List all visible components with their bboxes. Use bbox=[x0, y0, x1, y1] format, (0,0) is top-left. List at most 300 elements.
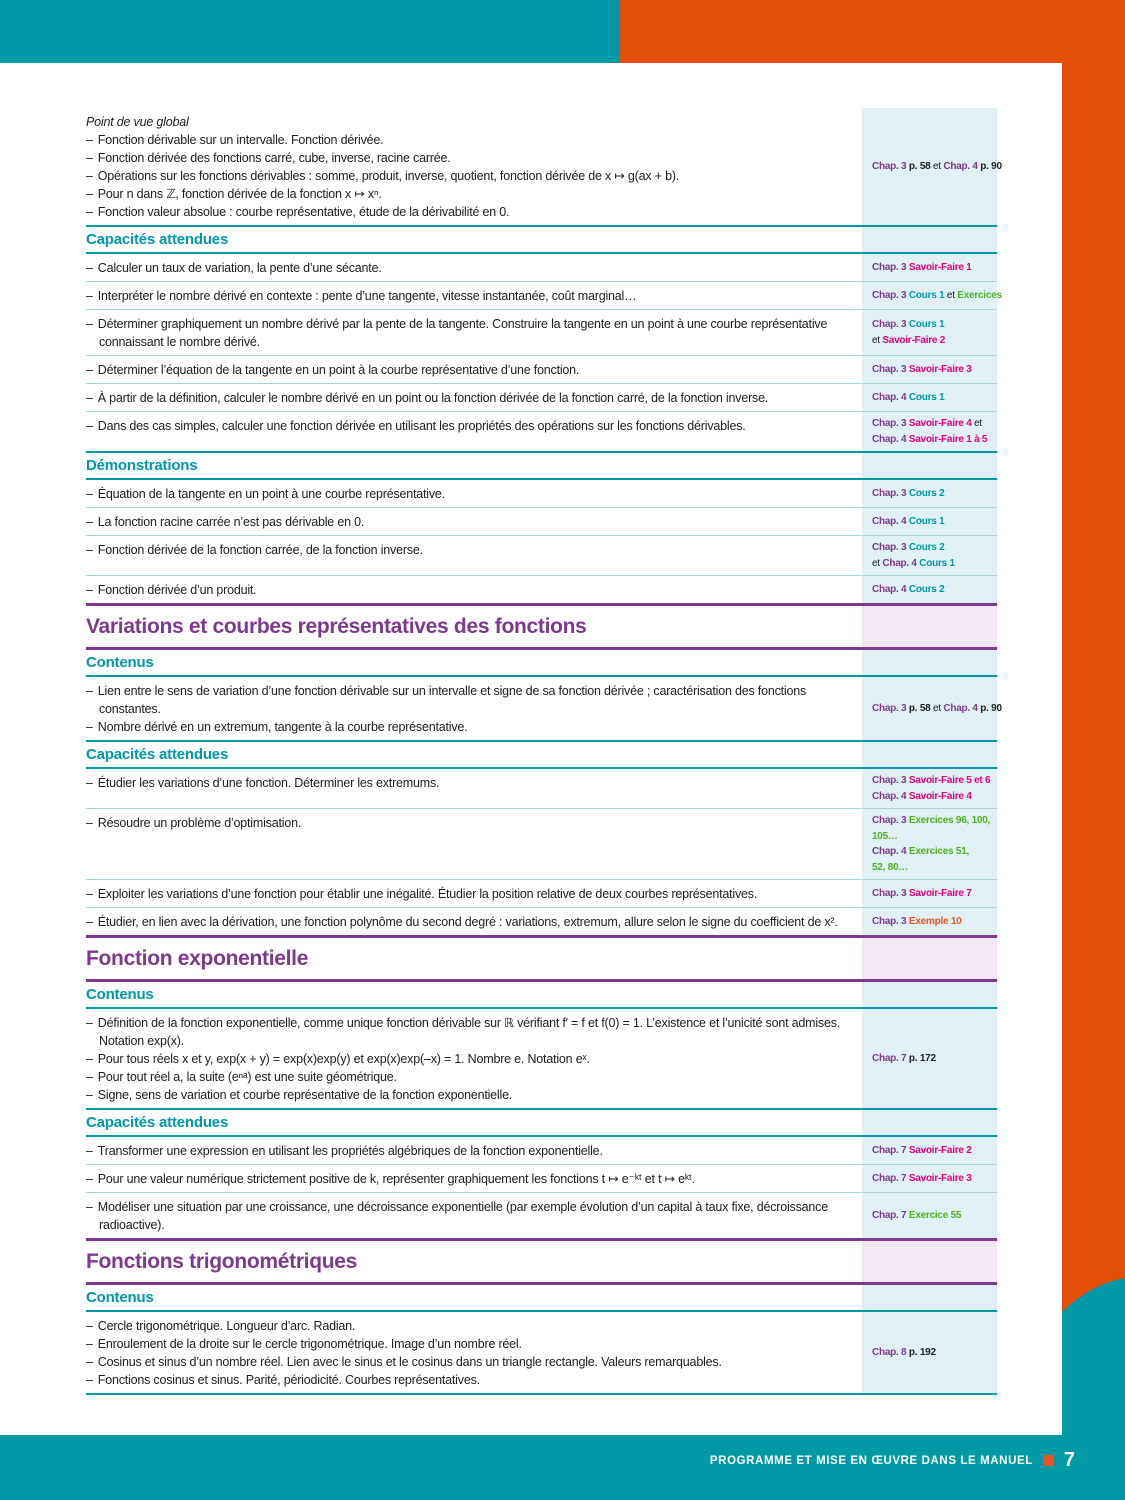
bullet-text: Modéliser une situation par une croissance, une décroissance exponentielle (par exemple évolution d’un capital à taux fixe, décroissance radioactive). bbox=[97, 1199, 828, 1232]
bullet-dash: – bbox=[86, 1336, 93, 1351]
subsection-label: Capacités attendues bbox=[86, 1114, 229, 1131]
chapter-ref bbox=[862, 576, 997, 603]
section-title: Fonction exponentielle bbox=[86, 947, 309, 970]
bullet-dash: – bbox=[86, 719, 93, 734]
bullet-dash: – bbox=[86, 542, 93, 557]
bullet-dash: – bbox=[86, 168, 93, 183]
ref-part-chap: Chap. 4 bbox=[872, 515, 909, 527]
bullet-item bbox=[86, 185, 848, 203]
ref-part-chap: Chap. 7 bbox=[872, 1209, 909, 1221]
chapter-ref bbox=[862, 412, 997, 451]
table-row bbox=[86, 879, 997, 907]
side-accent-strip bbox=[1062, 0, 1125, 1500]
bullet-text: Calculer un taux de variation, la pente d’une sécante. bbox=[97, 260, 382, 275]
rows-block bbox=[86, 1009, 997, 1108]
bullet-item bbox=[86, 682, 848, 718]
ref-part-ex: Exercices 51, bbox=[908, 846, 970, 857]
table-row bbox=[86, 575, 997, 603]
ref-part-page: p. 192 bbox=[908, 1346, 936, 1358]
table-row bbox=[86, 281, 1002, 309]
ref-part-chap: Chap. 3 bbox=[872, 702, 909, 714]
ref-part-plain: et bbox=[930, 160, 944, 172]
ref-part-plain: et bbox=[971, 418, 982, 429]
row-text bbox=[86, 809, 862, 879]
ref-line bbox=[872, 701, 1002, 717]
row-text bbox=[86, 282, 862, 309]
bullet-item bbox=[86, 718, 848, 736]
chapter-ref bbox=[862, 108, 1002, 225]
ref-part-cours: Cours 1 bbox=[908, 319, 945, 330]
ref-part-sf: Savoir-Faire 3 bbox=[908, 1172, 972, 1184]
bullet-text: Lien entre le sens de variation d’une fonction dérivable sur un intervalle et signe de sa fonction dérivée ; caractérisation des fonctions constantes. bbox=[97, 683, 807, 716]
ref-line bbox=[872, 288, 1002, 304]
ref-line bbox=[872, 829, 995, 845]
bullet-dash: – bbox=[86, 1372, 93, 1387]
chapter-ref bbox=[862, 1165, 997, 1192]
ref-part-page: p. 90 bbox=[980, 702, 1002, 714]
bullet-item bbox=[86, 581, 848, 599]
bullet-text: Interpréter le nombre dérivé en contexte : pente d’une tangente, vitesse instantanée, coût marginal… bbox=[97, 288, 637, 303]
rows-block bbox=[86, 108, 1002, 225]
ref-part-chap: Chap. 7 bbox=[872, 1052, 909, 1064]
section-header-band bbox=[86, 935, 997, 982]
ref-line bbox=[872, 860, 995, 876]
section-title: Fonctions trigonométriques bbox=[86, 1250, 358, 1273]
ref-part-cours: Cours 1 bbox=[908, 289, 945, 301]
chapter-ref bbox=[862, 677, 1002, 740]
bullet-text: Dans des cas simples, calculer une fonction dérivée en utilisant les propriétés des opérations sur les fonctions dérivables. bbox=[97, 418, 746, 433]
ref-part-chap: Chap. 3 bbox=[872, 289, 909, 301]
rows-block bbox=[86, 254, 1002, 451]
bullet-dash: – bbox=[86, 186, 93, 201]
section-ref-cell bbox=[862, 606, 997, 647]
subsection-ref-cell bbox=[862, 453, 997, 478]
bullet-dash: – bbox=[86, 1199, 93, 1214]
chapter-ref bbox=[862, 880, 997, 907]
ref-line bbox=[872, 914, 995, 930]
table-row bbox=[86, 254, 997, 281]
bullet-text: Fonction valeur absolue : courbe représentative, étude de la dérivabilité en 0. bbox=[97, 204, 510, 219]
bullet-text: Pour tout réel a, la suite (eⁿᵃ) est une suite géométrique. bbox=[97, 1069, 397, 1084]
subsection-header bbox=[86, 1108, 997, 1137]
subsection-label: Démonstrations bbox=[86, 457, 198, 474]
row-text bbox=[86, 1193, 862, 1238]
rows-block bbox=[86, 1137, 997, 1238]
bullet-text: Fonction dérivée d’un produit. bbox=[97, 582, 257, 597]
bullet-dash: – bbox=[86, 362, 93, 377]
chapter-ref bbox=[862, 356, 997, 383]
ref-part-chap: Chap. 3 bbox=[872, 775, 909, 786]
ref-part-chap: Chap. 4 bbox=[872, 433, 909, 445]
rows-block bbox=[86, 677, 1002, 740]
bullet-dash: – bbox=[86, 132, 93, 147]
row-text bbox=[86, 254, 862, 281]
rows-block bbox=[86, 769, 997, 935]
side-strip-curve-icon bbox=[1062, 1268, 1125, 1314]
bullet-item bbox=[86, 541, 848, 559]
ref-part-plain: et bbox=[944, 289, 958, 301]
ref-line bbox=[872, 1143, 995, 1159]
subsection-label: Contenus bbox=[86, 986, 154, 1003]
ref-part-chap: Chap. 3 bbox=[872, 363, 909, 375]
ref-part-chap: Chap. 3 bbox=[872, 319, 909, 330]
bullet-dash: – bbox=[86, 1143, 93, 1158]
bullet-text: Pour tous réels x et y, exp(x + y) = exp(x)exp(y) et exp(x)exp(–x) = 1. Nombre e. Notation eˣ. bbox=[97, 1051, 590, 1066]
bullet-item bbox=[86, 1371, 848, 1389]
ref-part-page: p. 58 bbox=[908, 702, 931, 714]
table-row bbox=[86, 480, 997, 507]
subsection-ref-cell bbox=[862, 227, 997, 252]
table-row bbox=[86, 1312, 997, 1393]
bullet-item bbox=[86, 1142, 848, 1160]
table-row bbox=[86, 1009, 997, 1108]
ref-line bbox=[872, 556, 995, 572]
header-orange-band bbox=[620, 0, 1125, 63]
bullet-item bbox=[86, 361, 848, 379]
row-text bbox=[86, 1009, 862, 1108]
bullet-text: Nombre dérivé en un extremum, tangente à la courbe représentative. bbox=[97, 719, 468, 734]
bullet-dash: – bbox=[86, 914, 93, 929]
bullet-dash: – bbox=[86, 1318, 93, 1333]
subsection-label: Contenus bbox=[86, 654, 154, 671]
ref-part-cours: Cours 1 bbox=[908, 391, 945, 403]
bullet-item bbox=[86, 913, 848, 931]
footer-bullet-square-icon bbox=[1043, 1455, 1054, 1466]
ref-part-plain: et bbox=[872, 557, 883, 569]
ref-part-chap: Chap. 4 bbox=[943, 702, 981, 714]
ref-part-page: p. 172 bbox=[908, 1052, 936, 1064]
ref-line bbox=[872, 1345, 995, 1361]
chapter-ref bbox=[862, 508, 997, 535]
row-text bbox=[86, 576, 862, 603]
bullet-item bbox=[86, 259, 848, 277]
bullet-dash: – bbox=[86, 815, 93, 830]
ref-part-chap: Chap. 4 bbox=[943, 160, 981, 172]
table-row bbox=[86, 677, 1002, 740]
bullet-item bbox=[86, 513, 848, 531]
table-row bbox=[86, 355, 997, 383]
bullet-dash: – bbox=[86, 1069, 93, 1084]
row-text bbox=[86, 480, 862, 507]
chapter-ref bbox=[862, 908, 997, 935]
bullet-item bbox=[86, 1353, 848, 1371]
ref-line bbox=[872, 844, 995, 860]
bullet-dash: – bbox=[86, 886, 93, 901]
ref-part-sf: Savoir-Faire 2 bbox=[908, 1144, 972, 1156]
row-text bbox=[86, 108, 862, 225]
ref-part-sf: Savoir-Faire 2 bbox=[882, 334, 946, 346]
bullet-text: Fonction dérivée des fonctions carré, cube, inverse, racine carrée. bbox=[97, 150, 451, 165]
bullet-text: La fonction racine carrée n’est pas dérivable en 0. bbox=[97, 514, 365, 529]
subsection-ref-cell bbox=[862, 650, 997, 675]
bullet-dash: – bbox=[86, 486, 93, 501]
bullet-dash: – bbox=[86, 1087, 93, 1102]
ref-part-sf: Savoir-Faire 1 à 5 bbox=[908, 433, 988, 445]
bullet-dash: – bbox=[86, 288, 93, 303]
ref-part-chap: Chap. 3 bbox=[872, 815, 909, 826]
ref-part-cours: Cours 1 bbox=[919, 557, 955, 569]
bullet-text: Exploiter les variations d’une fonction pour établir une inégalité. Étudier la position relative de deux courbes représentatives. bbox=[97, 886, 758, 901]
ref-line bbox=[872, 317, 995, 333]
chapter-ref bbox=[862, 384, 997, 411]
bullet-item bbox=[86, 485, 848, 503]
subsection-header bbox=[86, 740, 997, 769]
bullet-dash: – bbox=[86, 1051, 93, 1066]
ref-part-chap: Chap. 3 bbox=[872, 487, 909, 499]
ref-part-sf: Savoir-Faire 1 bbox=[908, 261, 972, 273]
ref-line bbox=[872, 390, 995, 406]
bullet-dash: – bbox=[86, 775, 93, 790]
chapter-ref bbox=[862, 282, 1002, 309]
table-row bbox=[86, 383, 997, 411]
bullet-dash: – bbox=[86, 316, 93, 331]
bullet-dash: – bbox=[86, 390, 93, 405]
subsection-header bbox=[86, 1285, 997, 1312]
bullet-item bbox=[86, 287, 848, 305]
bullet-dash: – bbox=[86, 683, 93, 698]
chapter-ref bbox=[862, 310, 997, 355]
ref-line bbox=[872, 886, 995, 902]
bullet-text: Cosinus et sinus d’un nombre réel. Lien avec le sinus et le cosinus dans un triangle rectangle. Valeurs remarquables. bbox=[97, 1354, 722, 1369]
bullet-dash: – bbox=[86, 582, 93, 597]
bullet-text: Déterminer graphiquement un nombre dérivé par la pente de la tangente. Construire la tangente en un point à une courbe représentative connaissant le nombre dérivé. bbox=[97, 316, 828, 349]
bullet-item bbox=[86, 389, 848, 407]
chapter-ref bbox=[862, 480, 997, 507]
rows-block bbox=[86, 480, 997, 603]
ref-part-exemple: Exemple 10 bbox=[908, 915, 962, 927]
row-text bbox=[86, 677, 862, 740]
table-row bbox=[86, 1164, 997, 1192]
bullet-text: Étudier les variations d’une fonction. Déterminer les extremums. bbox=[97, 775, 440, 790]
ref-part-sf: Savoir-Faire 3 bbox=[908, 363, 972, 375]
bullet-text: Définition de la fonction exponentielle, comme unique fonction dérivable sur ℝ vérifiant f′ = f et f(0) = 1. L’existence et l’unicité sont admises. Notation exp(x). bbox=[97, 1015, 841, 1048]
bullet-item bbox=[86, 1170, 848, 1188]
row-intro: Point de vue global bbox=[86, 114, 189, 129]
ref-part-chap: Chap. 3 bbox=[872, 915, 909, 927]
subsection-ref-cell bbox=[862, 1285, 997, 1310]
table-row bbox=[86, 1137, 997, 1164]
subsection-label: Contenus bbox=[86, 1289, 154, 1306]
subsection-ref-cell bbox=[862, 982, 997, 1007]
ref-part-chap: Chap. 4 bbox=[872, 790, 909, 802]
chapter-ref bbox=[862, 254, 997, 281]
footer-title: PROGRAMME ET MISE EN ŒUVRE DANS LE MANUEL bbox=[709, 1454, 1033, 1467]
ref-part-ex: 52, 80… bbox=[872, 861, 909, 873]
row-text bbox=[86, 1312, 862, 1393]
ref-part-chap: Chap. 4 bbox=[872, 583, 909, 595]
bullet-text: Résoudre un problème d’optimisation. bbox=[97, 815, 302, 830]
bullet-dash: – bbox=[86, 1354, 93, 1369]
row-text bbox=[86, 384, 862, 411]
rows-block bbox=[86, 1312, 997, 1393]
chapter-ref bbox=[862, 769, 997, 808]
section-header-band bbox=[86, 603, 997, 650]
row-text bbox=[86, 1137, 862, 1164]
row-text bbox=[86, 536, 862, 575]
bullet-dash: – bbox=[86, 260, 93, 275]
ref-part-chap: Chap. 3 bbox=[872, 418, 909, 429]
row-text bbox=[86, 1165, 862, 1192]
bullet-text: Pour une valeur numérique strictement positive de k, représenter graphiquement les fonctions t ↦ e⁻ᵏᵗ et t ↦ eᵏᵗ. bbox=[97, 1171, 695, 1186]
ref-part-chap: Chap. 4 bbox=[872, 846, 909, 857]
table-row bbox=[86, 907, 997, 935]
ref-line bbox=[872, 432, 995, 448]
content-table bbox=[86, 108, 1002, 1395]
bullet-text: Fonction dérivable sur un intervalle. Fonction dérivée. bbox=[97, 132, 384, 147]
ref-line bbox=[872, 1051, 995, 1067]
ref-part-sf: Savoir-Faire 5 et 6 bbox=[908, 775, 991, 786]
bullet-item bbox=[86, 1198, 848, 1234]
ref-part-chap: Chap. 7 bbox=[872, 1144, 909, 1156]
ref-line bbox=[872, 1208, 995, 1224]
bullet-item bbox=[86, 315, 848, 351]
bullet-item bbox=[86, 885, 848, 903]
ref-line bbox=[872, 813, 995, 829]
footer-band bbox=[0, 1435, 1125, 1500]
bullet-text: Signe, sens de variation et courbe représentative de la fonction exponentielle. bbox=[97, 1087, 513, 1102]
ref-part-cours: Cours 1 bbox=[908, 515, 945, 527]
ref-line bbox=[872, 789, 995, 805]
ref-part-cours: Cours 2 bbox=[908, 542, 945, 553]
subsection-header bbox=[86, 451, 997, 480]
subsection-header bbox=[86, 225, 997, 254]
row-text bbox=[86, 310, 862, 355]
bullet-item bbox=[86, 1317, 848, 1335]
header-teal-band bbox=[0, 0, 620, 63]
bullet-item bbox=[86, 131, 848, 149]
chapter-ref bbox=[862, 1137, 997, 1164]
chapter-ref bbox=[862, 809, 997, 879]
table-row bbox=[86, 535, 997, 575]
ref-part-chap: Chap. 4 bbox=[882, 557, 920, 569]
ref-line bbox=[872, 159, 1002, 175]
section-ref-cell bbox=[862, 1241, 997, 1282]
subsection-label: Capacités attendues bbox=[86, 231, 229, 248]
bullet-text: Cercle trigonométrique. Longueur d’arc. Radian. bbox=[97, 1318, 356, 1333]
page-number: 7 bbox=[1063, 1449, 1075, 1471]
ref-line bbox=[872, 260, 995, 276]
row-text bbox=[86, 356, 862, 383]
section-header-band bbox=[86, 1238, 997, 1285]
ref-part-chap: Chap. 4 bbox=[872, 391, 909, 403]
bullet-text: Étudier, en lien avec la dérivation, une fonction polynôme du second degré : variations, extremum, allure selon le signe du coefficient de x². bbox=[97, 914, 838, 929]
bullet-text: Transformer une expression en utilisant les propriétés algébriques de la fonction exponentielle. bbox=[97, 1143, 603, 1158]
ref-part-cours: Cours 2 bbox=[908, 487, 945, 499]
chapter-ref bbox=[862, 1009, 997, 1108]
bullet-item bbox=[86, 149, 848, 167]
table-bottom-rule bbox=[86, 1393, 997, 1395]
footer-content bbox=[0, 1435, 1125, 1472]
ref-part-plain: et bbox=[930, 702, 944, 714]
bullet-item bbox=[86, 1050, 848, 1068]
table-row bbox=[86, 411, 997, 451]
table-row bbox=[86, 309, 997, 355]
ref-part-ex: Exercices 96, 100, bbox=[908, 815, 991, 826]
ref-part-ex: Exercice 55 bbox=[908, 1209, 962, 1221]
bullet-dash: – bbox=[86, 1171, 93, 1186]
row-text bbox=[86, 769, 862, 808]
subsection-ref-cell bbox=[862, 742, 997, 767]
bullet-dash: – bbox=[86, 150, 93, 165]
section-ref-cell bbox=[862, 938, 997, 979]
bullet-item bbox=[86, 203, 848, 221]
ref-line bbox=[872, 333, 995, 349]
table-row bbox=[86, 769, 997, 808]
bullet-item bbox=[86, 1068, 848, 1086]
ref-part-chap: Chap. 3 bbox=[872, 261, 909, 273]
ref-line bbox=[872, 362, 995, 378]
ref-line bbox=[872, 773, 995, 789]
ref-part-ex: 105… bbox=[872, 830, 898, 842]
bullet-dash: – bbox=[86, 514, 93, 529]
ref-part-ex: Exercices bbox=[957, 289, 1002, 301]
bullet-text: Opérations sur les fonctions dérivables : somme, produit, inverse, quotient, fonction dérivée de x ↦ g(ax + b). bbox=[97, 168, 680, 183]
subsection-ref-cell bbox=[862, 1110, 997, 1135]
bullet-text: Fonctions cosinus et sinus. Parité, périodicité. Courbes représentatives. bbox=[97, 1372, 480, 1387]
ref-part-plain: et bbox=[872, 334, 883, 346]
ref-line bbox=[872, 582, 995, 598]
table-row bbox=[86, 507, 997, 535]
bullet-dash: – bbox=[86, 204, 93, 219]
bullet-text: Déterminer l’équation de la tangente en un point à la courbe représentative d’une fonction. bbox=[97, 362, 580, 377]
bullet-item bbox=[86, 1335, 848, 1353]
row-text bbox=[86, 508, 862, 535]
bullet-item bbox=[86, 1014, 848, 1050]
ref-part-page: p. 58 bbox=[908, 160, 931, 172]
ref-part-chap: Chap. 8 bbox=[872, 1346, 909, 1358]
subsection-header bbox=[86, 650, 997, 677]
section-title: Variations et courbes représentatives des fonctions bbox=[86, 615, 587, 638]
bullet-item bbox=[86, 167, 848, 185]
ref-line bbox=[872, 416, 995, 432]
row-text bbox=[86, 908, 862, 935]
ref-part-page: p. 90 bbox=[980, 160, 1002, 172]
row-text bbox=[86, 880, 862, 907]
bullet-item bbox=[86, 814, 848, 832]
ref-part-chap: Chap. 3 bbox=[872, 542, 909, 553]
chapter-ref bbox=[862, 1193, 997, 1238]
bullet-dash: – bbox=[86, 1015, 93, 1030]
ref-part-cours: Cours 2 bbox=[908, 583, 945, 595]
ref-part-chap: Chap. 7 bbox=[872, 1172, 909, 1184]
table-row bbox=[86, 808, 997, 879]
ref-part-chap: Chap. 3 bbox=[872, 887, 909, 899]
bullet-item bbox=[86, 1086, 848, 1104]
table-row bbox=[86, 108, 1002, 225]
bullet-text: Équation de la tangente en un point à une courbe représentative. bbox=[97, 486, 445, 501]
bullet-text: Enroulement de la droite sur le cercle trigonométrique. Image d’un nombre réel. bbox=[97, 1336, 522, 1351]
bullet-item bbox=[86, 774, 848, 792]
ref-line bbox=[872, 486, 995, 502]
subsection-header bbox=[86, 982, 997, 1009]
ref-line bbox=[872, 1171, 995, 1187]
row-text bbox=[86, 412, 862, 451]
ref-part-sf: Savoir-Faire 4 bbox=[908, 418, 972, 429]
chapter-ref bbox=[862, 1312, 997, 1393]
chapter-ref bbox=[862, 536, 997, 575]
ref-part-sf: Savoir-Faire 7 bbox=[908, 887, 972, 899]
bullet-text: À partir de la définition, calculer le nombre dérivé en un point ou la fonction dérivée de la fonction carré, de la fonction inverse. bbox=[97, 390, 769, 405]
ref-line bbox=[872, 540, 995, 556]
ref-part-sf: Savoir-Faire 4 bbox=[908, 790, 972, 802]
bullet-text: Fonction dérivée de la fonction carrée, de la fonction inverse. bbox=[97, 542, 423, 557]
ref-line bbox=[872, 514, 995, 530]
table-row bbox=[86, 1192, 997, 1238]
subsection-label: Capacités attendues bbox=[86, 746, 229, 763]
ref-part-chap: Chap. 3 bbox=[872, 160, 909, 172]
bullet-item bbox=[86, 417, 848, 435]
bullet-dash: – bbox=[86, 418, 93, 433]
